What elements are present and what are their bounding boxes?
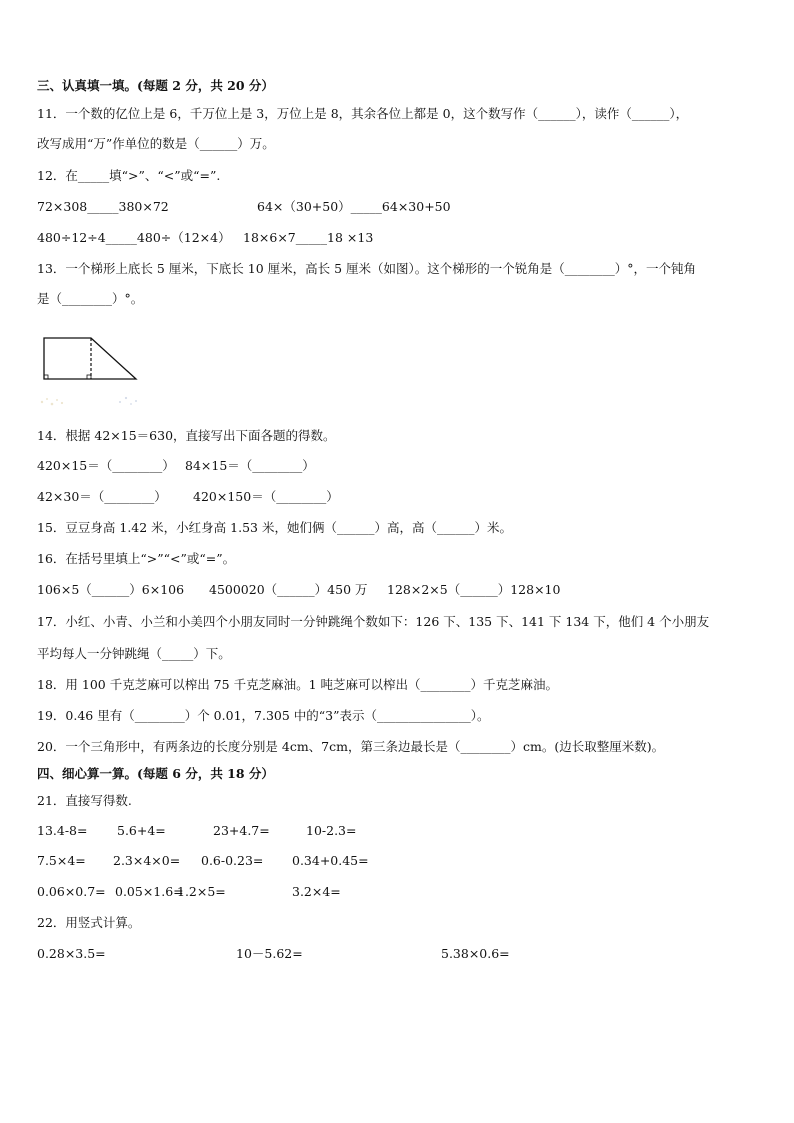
question-18: 18．用 100 千克芝麻可以榨出 75 千克芝麻油。1 吨芝麻可以榨出（________）千克芝麻油。: [37, 677, 558, 692]
question-21-r2-c2: 2.3×4×0=: [113, 853, 181, 868]
section-4-heading: 四、细心算一算。(每题 6 分，共 18 分）: [37, 766, 274, 781]
question-11-line-1: 11．一个数的亿位上是 6，千万位上是 3，万位上是 8，其余各位上都是 0，这个数写作（______），读作（______），: [37, 106, 689, 121]
question-16-item-b: 4500020（______）450 万: [209, 582, 368, 597]
question-21-r1-c3: 23+4.7=: [213, 823, 270, 838]
question-21-r1-c1: 13.4-8=: [37, 823, 88, 838]
question-16-title: 16．在括号里填上“>”“<”或“=”。: [37, 551, 236, 566]
question-15: 15．豆豆身高 1.42 米，小红身高 1.53 米，她们俩（______）高，高（______）米。: [37, 520, 512, 535]
question-12-item-d: 18×6×7_____18 ×13: [243, 230, 374, 245]
question-14-item-d: 420×150＝（________）: [193, 489, 339, 504]
question-17-line-1: 17．小红、小青、小兰和小美四个小朋友同时一分钟跳绳个数如下：126 下、135 下、141 下 134 下，他们 4 个小朋友: [37, 614, 710, 629]
question-21-r3-c3: 1.2×5=: [177, 884, 226, 899]
question-14-item-b: 84×15＝（________）: [185, 458, 315, 473]
question-21-r3-c4: 3.2×4=: [292, 884, 341, 899]
question-12-item-c: 480÷12÷4_____480÷（12×4）: [37, 230, 231, 245]
question-21-r2-c3: 0.6-0.23=: [201, 853, 264, 868]
question-21-r1-c4: 10-2.3=: [306, 823, 357, 838]
question-14-item-a: 420×15＝（________）: [37, 458, 175, 473]
question-22-item-1: 0.28×3.5=: [37, 946, 106, 961]
question-22-title: 22．用竖式计算。: [37, 915, 141, 930]
question-21-r2-c1: 7.5×4=: [37, 853, 86, 868]
question-12-item-b: 64×（30+50）_____64×30+50: [257, 199, 451, 214]
question-12-item-a: 72×308_____380×72: [37, 199, 169, 214]
question-17-line-2: 平均每人一分钟跳绳（_____）下。: [37, 646, 231, 661]
question-13-line-2: 是（________）°。: [37, 291, 144, 306]
question-19: 19．0.46 里有（________）个 0.01，7.305 中的“3”表示（_______________）。: [37, 708, 490, 723]
question-14-title: 14．根据 42×15＝630，直接写出下面各题的得数。: [37, 428, 336, 443]
question-20: 20．一个三角形中，有两条边的长度分别是 4cm、7cm，第三条边最长是（________）cm。(边长取整厘米数)。: [37, 739, 665, 754]
question-16-item-a: 106×5（______）6×106: [37, 582, 185, 597]
question-21-r2-c4: 0.34+0.45=: [292, 853, 369, 868]
question-11-line-2: 改写成用“万”作单位的数是（______）万。: [37, 136, 275, 151]
question-12-title: 12．在_____填“>”、“<”或“=”.: [37, 168, 221, 183]
question-21-r3-c2: 0.05×1.6=: [115, 884, 184, 899]
question-21-title: 21．直接写得数.: [37, 793, 132, 808]
question-21-r1-c2: 5.6+4=: [117, 823, 166, 838]
question-14-item-c: 42×30＝（________）: [37, 489, 167, 504]
question-13-line-1: 13．一个梯形上底长 5 厘米，下底长 10 厘米，高长 5 厘米（如图）。这个梯形的一个锐角是（________）°，一个钝角: [37, 261, 697, 276]
question-16-item-c: 128×2×5（______）128×10: [387, 582, 561, 597]
section-3-heading: 三、认真填一填。(每题 2 分，共 20 分）: [37, 78, 274, 93]
question-22-item-2: 10－5.62=: [236, 946, 303, 961]
trapezoid-figure: [36, 332, 146, 412]
question-21-r3-c1: 0.06×0.7=: [37, 884, 106, 899]
question-22-item-3: 5.38×0.6=: [441, 946, 510, 961]
